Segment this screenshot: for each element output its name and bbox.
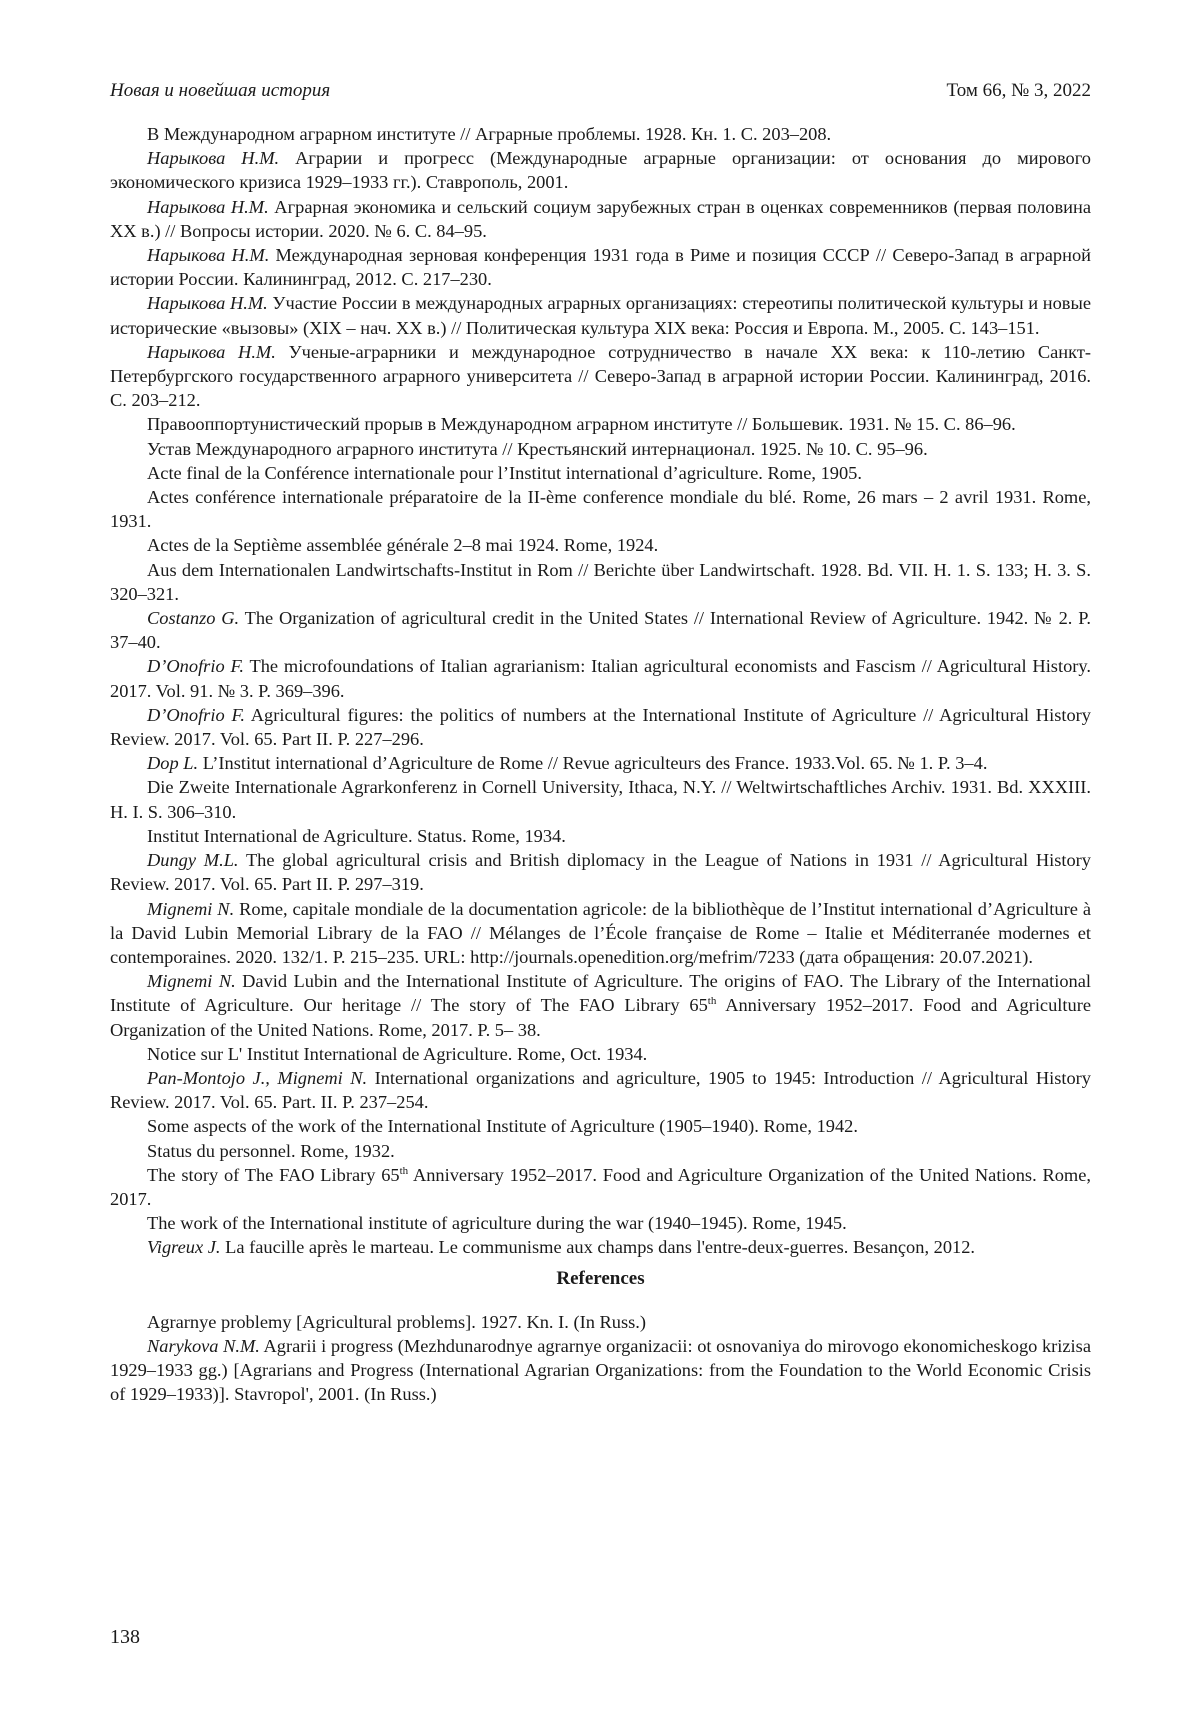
bibliography-entry [110, 291, 1091, 339]
bibliography-entry [110, 340, 1091, 413]
entry-text: Участие России в международных аграрных организациях: стереотипы политической культуры и новые исторические «вызовы» (XIX – нач. XX в.) // Политическая культура XIX века: Россия и Европа. М., 2005. С. 143–151. [110, 293, 1091, 338]
entry-text: Aus dem Internationalen Landwirtschafts-Institut in Rom // Berichte über Landwirtschaft. 1928. Bd. VII. H. 1. S. 133; H. 3. S. 320–321. [110, 559, 1091, 604]
bibliography-entry [110, 654, 1091, 702]
entry-text: The Organization of agricultural credit in the United States // International Review of Agriculture. 1942. № 2. P. 37–40. [110, 608, 1091, 653]
bibliography-entry [110, 606, 1091, 654]
bibliography-entry [110, 969, 1091, 1042]
entry-text: Some aspects of the work of the International Institute of Agriculture (1905–1940). Rome, 1942. [147, 1116, 858, 1137]
journal-title: Новая и новейшая история [110, 80, 331, 101]
entry-text: Ученые-аграрники и международное сотрудничество в начале XX века: к 110-летию Санкт-Петербургского государственного аграрного университета // Северо-Запад в аграрной истории России. Калининград, 2016. С. 203–212. [110, 341, 1091, 411]
entry-text: Agrarii i progress (Mezhdunarodnye agrarnye organizacii: ot osnovaniya do mirovogo ekonomicheskogo krizisa 1929–1933 gg.) [Agrarians and Progress (International Agrarian Organizations: from the Foundation to the World Economic Crisis of 1929–1933)]. Stavropol', 2001. (In Russ.) [110, 1335, 1091, 1405]
bibliography-entry [110, 824, 1091, 848]
bibliography-entry [110, 412, 1091, 436]
references-list [110, 1310, 1091, 1407]
entry-text: International organizations and agriculture, 1905 to 1945: Introduction // Agricultural History Review. 2017. Vol. 65. Part. II. P. 237–254. [110, 1067, 1091, 1113]
entry-text: The work of the International institute of agriculture during the war (1940–1945). Rome, 1945. [147, 1213, 847, 1234]
entry-author: D’Onofrio F. [147, 704, 245, 725]
entry-text: The microfoundations of Italian agrarianism: Italian agricultural economists and Fascism // Agricultural History. 2017. Vol. 91. № 3. P. 369–396. [110, 656, 1091, 701]
bibliography-entry [110, 122, 1091, 146]
entry-text: Agricultural figures: the politics of numbers at the International Institute of Agriculture // Agricultural History Review. 2017. Vol. 65. Part II. P. 227–296. [110, 704, 1091, 750]
entry-text: Agrarnye problemy [Agricultural problems]. 1927. Kn. I. (In Russ.) [147, 1311, 646, 1332]
entry-text: The story of The FAO Library 65 [147, 1164, 400, 1185]
bibliography-entry [110, 146, 1091, 194]
journal-page [110, 78, 1091, 1678]
entry-author: Нарыкова Н.М. [147, 245, 270, 266]
bibliography-entry [110, 1211, 1091, 1235]
bibliography-entry [110, 703, 1091, 751]
bibliography-entry [110, 1334, 1091, 1407]
entry-author: Dungy M.L. [147, 850, 239, 871]
bibliography-entry [110, 1310, 1091, 1334]
entry-author: Costanzo G. [147, 608, 240, 629]
entry-text: David Lubin and the International Institute of Agriculture. The origins of FAO. The Library of the International Institute of Agriculture. Our heritage // The story of The FAO Library 65 [110, 971, 1091, 1016]
bibliography-entry [110, 485, 1091, 533]
entry-author: Narykova N.M. [147, 1335, 260, 1356]
bibliography-entry [110, 775, 1091, 823]
bibliography-entry [110, 1114, 1091, 1138]
entry-text: Аграрная экономика и сельский социум зарубежных стран в оценках современников (первая половина XX в.) // Вопросы истории. 2020. № 6. С. 84–95. [110, 196, 1092, 241]
page-number: 138 [110, 1626, 140, 1648]
entry-text: Actes conférence internationale préparatoire de la II-ème conference mondiale du blé. Rome, 26 mars – 2 avril 1931. Rome, 1931. [110, 487, 1091, 532]
entry-text: Die Zweite Internationale Agrarkonferenz in Cornell University, Ithaca, N.Y. // Weltwirtschaftliches Archiv. 1931. Bd. XXXIII. H. I. S. 306–310. [110, 777, 1091, 822]
entry-author: D’Onofrio F. [147, 656, 244, 677]
entry-text: Международная зерновая конференция 1931 года в Риме и позиция СССР // Северо-Запад в аграрной истории России. Калининград, 2012. С. 217–230. [110, 245, 1091, 290]
entry-text: Anniversary 1952–2017. Food and Agriculture Organization of the United Nations. Rome, 2017. [110, 1164, 1091, 1209]
bibliography-entry [110, 848, 1091, 896]
entry-text: Acte final de la Conférence internationale pour l’Institut international d’agriculture. Rome, 1905. [147, 462, 862, 483]
entry-text: L’Institut international d’Agriculture de Rome // Revue agriculteurs des France. 1933.Vol. 65. № 1. P. 3–4. [198, 753, 988, 774]
entry-author: Mignemi N. [147, 898, 235, 919]
bibliography-entry [110, 533, 1091, 557]
entry-author: Dop L. [147, 753, 199, 774]
bibliography-entry [110, 1139, 1091, 1163]
bibliography-entry [110, 558, 1091, 606]
entry-text: Actes de la Septième assemblée générale 2–8 mai 1924. Rome, 1924. [147, 535, 659, 556]
bibliography-entry [110, 897, 1091, 970]
bibliography-entry [110, 437, 1091, 461]
entry-author: Pan-Montojo J., Mignemi N. [147, 1067, 368, 1088]
bibliography-entry [110, 1066, 1091, 1114]
entry-text: Правооппортунистический прорыв в Международном аграрном институте // Большевик. 1931. № 15. С. 86–96. [147, 414, 1016, 435]
entry-author: Mignemi N. [147, 971, 236, 992]
bibliography-entry [110, 461, 1091, 485]
entry-text: Устав Международного аграрного института // Крестьянский интернационал. 1925. № 10. С. 95–96. [147, 438, 928, 459]
bibliography-entry [110, 243, 1091, 291]
entry-superscript: th [707, 995, 717, 1008]
bibliography-entry [110, 195, 1091, 243]
bibliography-entry [110, 1042, 1091, 1066]
bibliography-entry [110, 1163, 1091, 1211]
references-heading: References [556, 1267, 645, 1289]
entry-author: Нарыкова Н.М. [147, 341, 276, 362]
entry-author: Нарыкова Н.М. [147, 148, 280, 169]
entry-author: Нарыкова Н.М. [147, 196, 269, 217]
entry-text: Status du personnel. Rome, 1932. [147, 1140, 395, 1161]
entry-text: Notice sur L' Institut International de Agriculture. Rome, Oct. 1934. [147, 1043, 648, 1064]
entry-text: Rome, capitale mondiale de la documentation agricole: de la bibliothèque de l’Institut international d’Agriculture à la David Lubin Memorial Library de la FAO // Mélanges de l’École française de Rome – Italie et Méditerranée modernes et contemporaines. 2020. 132/1. P. 215–235. URL: http://journals.openedition.org/mefrim/7233 (дата обращения: 20.07.2021). [110, 898, 1091, 967]
bibliography-list [110, 122, 1091, 1260]
entry-text: Anniversary 1952–2017. Food and Agriculture Organization of the United Nations. Rome, 2017. P. 5– 38. [110, 995, 1091, 1040]
entry-author: Vigreux J. [147, 1237, 221, 1258]
running-header [110, 78, 1091, 104]
entry-text: Institut International de Agriculture. Status. Rome, 1934. [147, 825, 566, 846]
entry-superscript: th [399, 1164, 409, 1177]
entry-text: Аграрии и прогресс (Международные аграрные организации: от основания до мирового экономического кризиса 1929–1933 гг.). Ставрополь, 2001. [110, 148, 1091, 193]
volume-info: Том 66, № 3, 2022 [946, 80, 1091, 101]
bibliography-entry [110, 1235, 1091, 1259]
entry-text: La faucille après le marteau. Le communisme aux champs dans l'entre-deux-guerres. Besançon, 2012. [220, 1237, 976, 1258]
entry-author: Нарыкова Н.М. [147, 293, 268, 314]
bibliography-entry [110, 751, 1091, 775]
entry-text: The global agricultural crisis and British diplomacy in the League of Nations in 1931 // Agricultural History Review. 2017. Vol. 65. Part II. P. 297–319. [110, 850, 1092, 895]
entry-text: В Международном аграрном институте // Аграрные проблемы. 1928. Кн. 1. С. 203–208. [147, 124, 832, 144]
